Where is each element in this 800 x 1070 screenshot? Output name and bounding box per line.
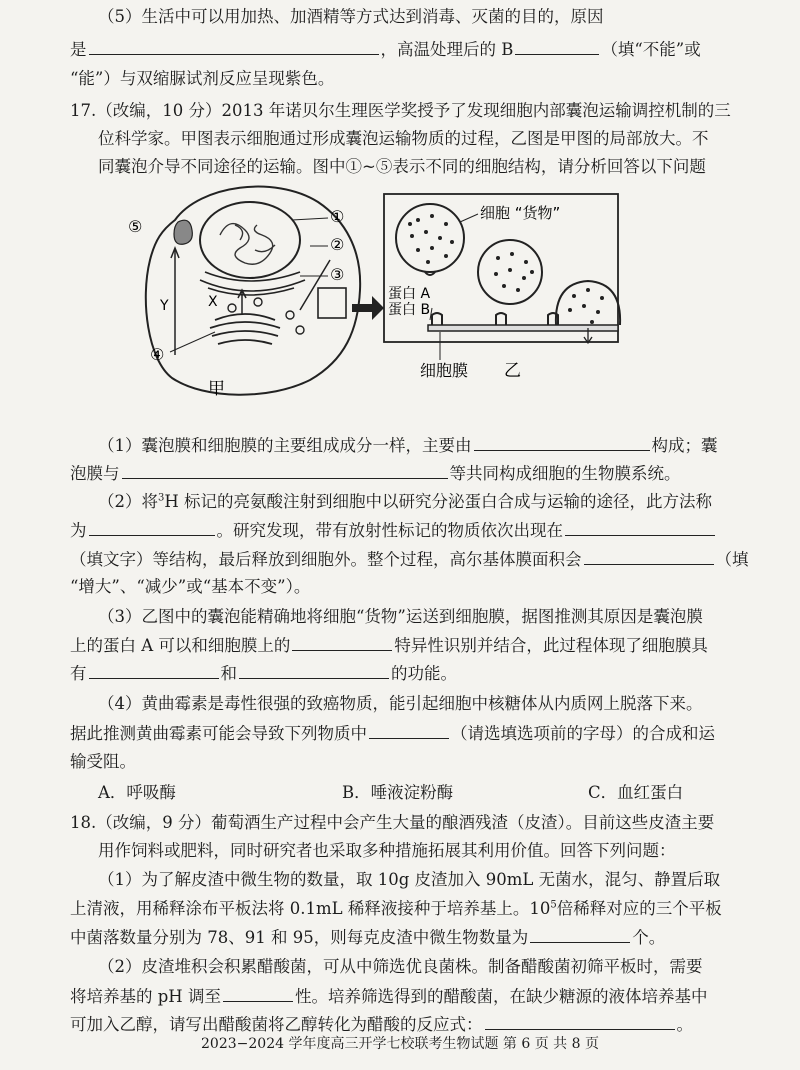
label-5: ⑤ [128, 217, 143, 236]
answer-blank[interactable] [515, 38, 599, 55]
q17-line1: 17.（改编，10 分）2013 年诺贝尔生理医学奖授予了发现细胞内部囊泡运输调控机制的三 [70, 101, 731, 120]
vesicle-transport-figure [0, 180, 800, 410]
q18-p2-line1: （2）皮渣堆积会积累醋酸菌，可从中筛选优良菌株。制备醋酸菌初筛平板时，需要 [98, 957, 703, 976]
q16-5-line3: “能”）与双缩脲试剂反应呈现紫色。 [70, 69, 335, 88]
answer-blank[interactable] [584, 548, 714, 565]
protein-b-label: 蛋白 B [388, 302, 431, 318]
answer-blank[interactable] [89, 519, 215, 536]
golgi [210, 314, 280, 344]
answer-blank[interactable] [485, 1013, 675, 1030]
vesicle [228, 304, 236, 312]
membrane-label: 细胞膜 [420, 361, 469, 380]
cell-membrane [428, 325, 618, 331]
q17-p4-line3: 输受阻。 [70, 752, 136, 771]
answer-blank[interactable] [369, 722, 449, 739]
q16-5-line1: （5）生活中可以用加热、加酒精等方式达到消毒、灭菌的目的，原因 [98, 7, 604, 26]
answer-blank[interactable] [89, 38, 379, 55]
q17-p1-line2: 泡膜与 等共同构成细胞的生物膜系统。 [70, 464, 681, 483]
page-footer: 2023−2024 学年度高三开学七校联考生物试题 第 6 页 共 8 页 [201, 1036, 599, 1052]
vesicle [296, 326, 304, 334]
option-c[interactable]: C．血红蛋白 [588, 783, 684, 802]
answer-blank[interactable] [89, 662, 219, 679]
answer-blank[interactable] [474, 434, 650, 451]
q17-p2-line1: （2）将$^3$H 标记的亮氨酸注射到细胞中以研究分泌蛋白合成与运输的途径，此方法称 [98, 492, 713, 511]
q18-p1-line1: （1）为了解皮渣中微生物的数量，取 10g 皮渣加入 90mL 无菌水，混匀、静置后取 [98, 870, 721, 889]
big-vesicle [396, 204, 464, 272]
protein-a-label: 蛋白 A [388, 286, 431, 302]
arrow-up-right [300, 260, 330, 310]
q17-p4-line1: （4）黄曲霉素是毒性很强的致癌物质，能引起细胞中核糖体从内质网上脱落下来。 [98, 694, 703, 713]
q17-p3-line1: （3）乙图中的囊泡能精确地将细胞“货物”运送到细胞膜，据图推测其原因是囊泡膜 [98, 607, 703, 626]
vesicle [254, 298, 262, 306]
q16-5-line2: 是 ，高温处理后的 B （填“不能”或 [70, 40, 701, 59]
q18-p1-line3: 中菌落数量分别为 78、91 和 95，则每克皮渣中微生物数量为 个。 [70, 928, 666, 947]
label-3: ③ [330, 265, 345, 284]
option-a[interactable]: A．呼吸酶 [98, 783, 176, 802]
cargo-dots [408, 214, 454, 264]
cargo-label: 细胞 “货物” [480, 204, 561, 222]
q18-p2-line2: 将培养基的 pH 调至 性。培养筛选得到的醋酸菌，在缺少糖源的液体培养基中 [70, 987, 708, 1006]
label-1: ① [330, 207, 345, 226]
zoom-box [318, 288, 346, 318]
option-b[interactable]: B．唾液淀粉酶 [342, 783, 454, 802]
label-4: ④ [150, 345, 165, 364]
chromatin [220, 224, 275, 265]
q17-p1-line1: （1）囊泡膜和细胞膜的主要组成成分一样，主要由 构成；囊 [98, 436, 718, 455]
q17-p3-line2: 上的蛋白 A 可以和细胞膜上的 特异性识别并结合，此过程体现了细胞膜具 [70, 636, 708, 655]
answer-blank[interactable] [239, 662, 389, 679]
vesicle [286, 311, 294, 319]
structure-5 [174, 220, 192, 244]
q17-p2-line2: 为 。研究发现，带有放射性标记的物质依次出现在 [70, 519, 717, 542]
q17-p4-line2: 据此推测黄曲霉素可能会导致下列物质中 （请选填选项前的字母）的合成和运 [70, 724, 715, 743]
q17-p2-line3: （填文字）等结构，最后释放到细胞外。整个过程，高尔基体膜面积会 （填 [70, 550, 749, 569]
answer-blank[interactable] [122, 462, 448, 479]
protein-b-mark [432, 313, 442, 325]
label-x: X [208, 294, 218, 310]
q17-line2: 位科学家。甲图表示细胞通过形成囊泡运输物质的过程，乙图是甲图的局部放大。不 [98, 129, 709, 148]
q17-p2-line4: “增大”、“减少”或“基本不变”）。 [70, 577, 311, 596]
nucleus [200, 202, 300, 278]
endoplasmic-reticulum [200, 272, 305, 295]
q17-p3-line3: 有 和 的功能。 [70, 664, 457, 683]
q18-p2-line3: 可加入乙醇，请写出醋酸菌将乙醇转化为醋酸的反应式： 。 [70, 1015, 693, 1034]
q18-line2: 用作饲料或肥料，同时研究者也采取多种措施拓展其利用价值。回答下列问题： [98, 841, 676, 860]
answer-blank[interactable] [565, 519, 715, 536]
fused-vesicle [556, 281, 620, 325]
answer-blank[interactable] [292, 634, 392, 651]
q17-line3: 同囊泡介导不同途径的运输。图中①~⑤表示不同的细胞结构，请分析回答以下问题 [98, 157, 706, 176]
label-jia: 甲 [208, 379, 225, 399]
answer-blank[interactable] [530, 926, 630, 943]
label-yi: 乙 [504, 361, 521, 381]
label-2: ② [330, 235, 345, 254]
q18-p1-line2: 上清液，用稀释涂布平板法将 0.1mL 稀释液接种于培养基上。$10^5$倍稀释对应的三个平板 [70, 899, 722, 918]
q18-line1: 18.（改编，9 分）葡萄酒生产过程中会产生大量的酿酒残渣（皮渣）。目前这些皮渣主要 [70, 813, 715, 832]
label-y: Y [160, 298, 169, 314]
answer-blank[interactable] [223, 985, 293, 1002]
